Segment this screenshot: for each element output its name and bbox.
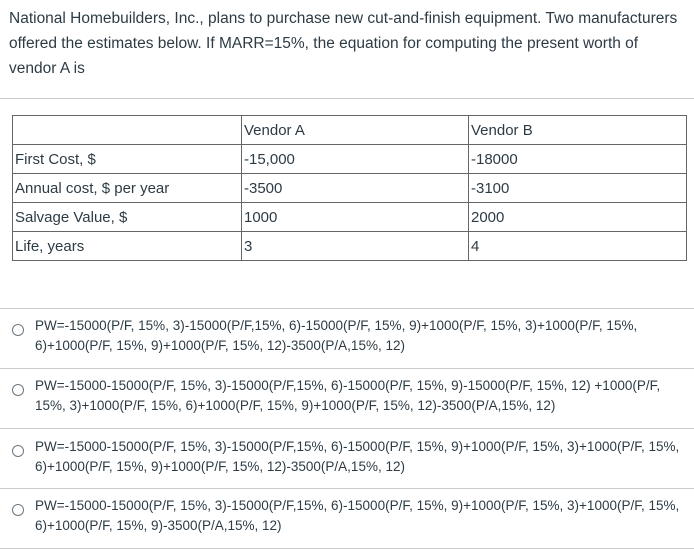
- table-header-cell: Vendor A: [242, 116, 469, 145]
- table-cell: Salvage Value, $: [13, 203, 242, 232]
- vendor-table: [12, 115, 687, 261]
- table-cell: 4: [469, 232, 687, 261]
- table-cell: -3100: [469, 174, 687, 203]
- table-cell: Life, years: [13, 232, 242, 261]
- answer-option-label[interactable]: PW=-15000-15000(P/F, 15%, 3)-15000(P/F,15%, 6)-15000(P/F, 15%, 9)+1000(P/F, 15%, 3)+1000(P/F, 15%, 6)+1000(P/F, 15%, 9)+1000(P/F, 15%, 12)-3500(P/A,15%, 12): [35, 439, 680, 474]
- answer-option-label[interactable]: PW=-15000-15000(P/F, 15%, 3)-15000(P/F,15%, 6)-15000(P/F, 15%, 9)+1000(P/F, 15%, 3)+1000(P/F, 15%, 6)+1000(P/F, 15%, 9)-3500(P/A,15%, 12): [35, 498, 680, 533]
- table-cell: 2000: [469, 203, 687, 232]
- answer-option-label[interactable]: PW=-15000(P/F, 15%, 3)-15000(P/F,15%, 6)-15000(P/F, 15%, 9)+1000(P/F, 15%, 3)+1000(P/F, 15%, 6)+1000(P/F, 15%, 9)+1000(P/F, 15%, 12)-3500(P/A,15%, 12): [35, 318, 638, 353]
- option-divider: [0, 488, 694, 489]
- table-row: [13, 232, 687, 261]
- table-cell: 1000: [242, 203, 469, 232]
- table-cell: -3500: [242, 174, 469, 203]
- question-divider: [0, 98, 694, 99]
- table-header-cell: [13, 116, 242, 145]
- table-header-row: [13, 116, 687, 145]
- table-header-cell: Vendor B: [469, 116, 687, 145]
- table-row: [13, 145, 687, 174]
- option-divider: [0, 428, 694, 429]
- option-divider: [0, 548, 694, 549]
- answer-divider: [0, 308, 694, 309]
- table-cell: -18000: [469, 145, 687, 174]
- table-cell: First Cost, $: [13, 145, 242, 174]
- radio-button[interactable]: [12, 324, 24, 336]
- answer-option-label[interactable]: PW=-15000-15000(P/F, 15%, 3)-15000(P/F,15%, 6)-15000(P/F, 15%, 9)-15000(P/F, 15%, 12) +1000(P/F, 15%, 3)+1000(P/F, 15%, 6)+1000(P/F, 15%, 9)+1000(P/F, 15%, 12)-3500(P/A,15%, 12): [35, 378, 661, 413]
- table-cell: -15,000: [242, 145, 469, 174]
- table-row: [13, 203, 687, 232]
- option-divider: [0, 368, 694, 369]
- question-text: National Homebuilders, Inc., plans to purchase new cut-and-finish equipment. Two manufacturers offered the estimates below. If MARR=15%, the equation for computing the present worth of vendor A is: [9, 10, 678, 77]
- table-cell: Annual cost, $ per year: [13, 174, 242, 203]
- table-cell: 3: [242, 232, 469, 261]
- radio-button[interactable]: [12, 504, 24, 516]
- table-row: [13, 174, 687, 203]
- radio-button[interactable]: [12, 445, 24, 457]
- radio-button[interactable]: [12, 384, 24, 396]
